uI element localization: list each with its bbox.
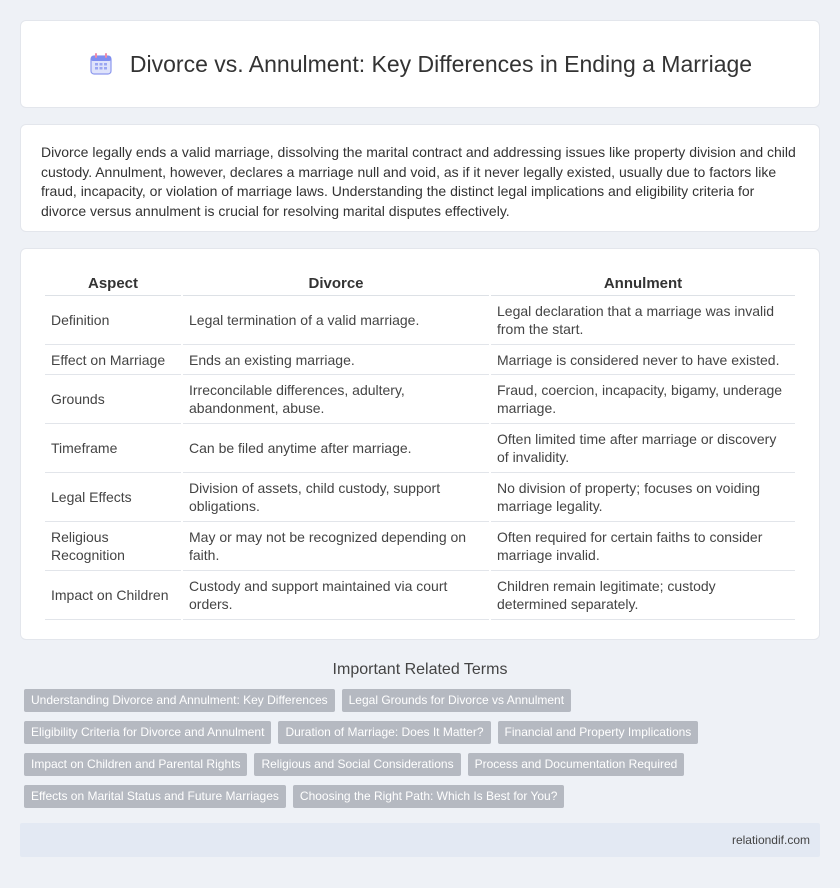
related-tag[interactable]: Eligibility Criteria for Divorce and Annulment [24, 721, 271, 744]
table-row [45, 296, 795, 345]
cell-divorce: May or may not be recognized depending on faith. [183, 522, 489, 571]
related-tag[interactable]: Legal Grounds for Divorce vs Annulment [342, 689, 571, 712]
table-row [45, 522, 795, 571]
cell-annulment: Often required for certain faiths to consider marriage invalid. [491, 522, 795, 571]
footer [20, 823, 820, 857]
cell-annulment: No division of property; focuses on voiding marriage legality. [491, 473, 795, 522]
related-tag[interactable]: Effects on Marital Status and Future Marriages [24, 785, 286, 808]
cell-annulment: Often limited time after marriage or discovery of invalidity. [491, 424, 795, 473]
header-aspect: Aspect [45, 271, 181, 296]
related-terms-title: Important Related Terms [332, 661, 508, 678]
cell-divorce: Legal termination of a valid marriage. [183, 296, 489, 345]
cell-divorce: Can be filed anytime after marriage. [183, 424, 489, 473]
related-tag[interactable]: Impact on Children and Parental Rights [24, 753, 247, 776]
related-tag[interactable]: Understanding Divorce and Annulment: Key Differences [24, 689, 335, 712]
cell-aspect: Grounds [45, 375, 181, 424]
footer-site[interactable]: relationdif.com [731, 833, 810, 847]
cell-aspect: Impact on Children [45, 571, 181, 620]
table-row [45, 571, 795, 620]
intro-card [20, 124, 820, 232]
header-divorce: Divorce [183, 271, 489, 296]
cell-aspect: Legal Effects [45, 473, 181, 522]
page-title: Divorce vs. Annulment: Key Differences in Ending a Marriage [129, 50, 753, 77]
cell-aspect: Religious Recognition [45, 522, 181, 571]
page-header [20, 20, 820, 108]
cell-aspect: Definition [45, 296, 181, 345]
calendar-icon [88, 51, 114, 77]
table-header-row [45, 271, 795, 296]
header-annulment: Annulment [491, 271, 795, 296]
comparison-table [43, 271, 797, 620]
table-row [45, 424, 795, 473]
cell-aspect: Effect on Marriage [45, 345, 181, 375]
cell-divorce: Custody and support maintained via court orders. [183, 571, 489, 620]
related-terms-list [0, 683, 740, 817]
cell-annulment: Legal declaration that a marriage was invalid from the start. [491, 296, 795, 345]
table-row [45, 473, 795, 522]
cell-divorce: Ends an existing marriage. [183, 345, 489, 375]
cell-annulment: Children remain legitimate; custody determined separately. [491, 571, 795, 620]
related-tag[interactable]: Financial and Property Implications [498, 721, 699, 744]
related-tag[interactable]: Duration of Marriage: Does It Matter? [278, 721, 490, 744]
cell-divorce: Division of assets, child custody, support obligations. [183, 473, 489, 522]
cell-annulment: Fraud, coercion, incapacity, bigamy, underage marriage. [491, 375, 795, 424]
table-row [45, 375, 795, 424]
comparison-card [20, 248, 820, 640]
related-tag[interactable]: Process and Documentation Required [468, 753, 685, 776]
cell-aspect: Timeframe [45, 424, 181, 473]
table-row [45, 345, 795, 375]
related-tag[interactable]: Religious and Social Considerations [254, 753, 460, 776]
cell-annulment: Marriage is considered never to have existed. [491, 345, 795, 375]
related-tag[interactable]: Choosing the Right Path: Which Is Best for You? [293, 785, 564, 808]
intro-text: Divorce legally ends a valid marriage, dissolving the marital contract and addressing issues like property division and child custody. Annulment, however, declares a marriage null and void, as if it never legally existed, usually due to factors like fraud, incapacity, or violation of marriage laws. Understanding the distinct legal implications and eligibility criteria for divorce versus annulment is crucial for resolving marital disputes effectively. [41, 144, 796, 219]
cell-divorce: Irreconcilable differences, adultery, abandonment, abuse. [183, 375, 489, 424]
